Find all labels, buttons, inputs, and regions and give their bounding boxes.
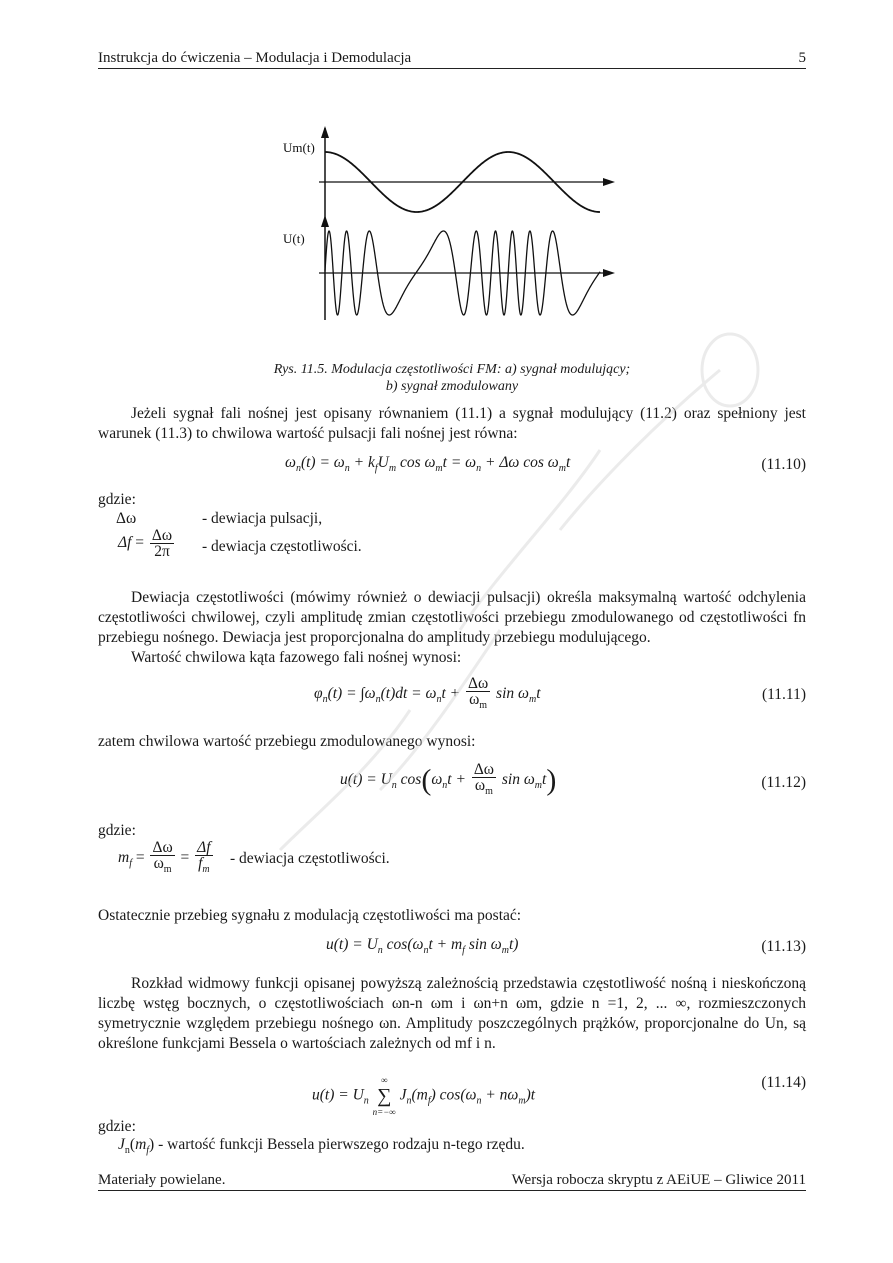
where-label-2: gdzie: — [98, 822, 136, 839]
um-y-arrow — [321, 126, 329, 138]
u-label: U(t) — [283, 231, 305, 246]
equation-11-14 — [98, 1060, 806, 1117]
def-delta-f-text: - dewiacja częstotliwości. — [202, 538, 362, 555]
figure-caption-line2: b) sygnał zmodulowany — [385, 379, 519, 394]
def-delta-omega-text: - dewiacja pulsacji, — [202, 510, 323, 527]
equation-11-13-body: $u(t) = U_n$ $\cos(\omega_nt + m_f$ $\sin \omega_mt$) — [326, 936, 519, 957]
u-y-arrow — [321, 215, 329, 227]
def-delta-omega-symbol: Δω — [116, 510, 137, 527]
page-header — [98, 50, 806, 69]
equation-11-10-body: $\omega_n(t) = \omega_n + k_fU_m$ $\cos \omega_mt = \omega_n + \Delta\omega$ $\cos \omega_mt$ — [285, 454, 571, 475]
page-number: 5 — [798, 50, 806, 66]
modulated-signal-plot — [283, 215, 615, 320]
header-title: Instrukcja do ćwiczenia – Modulacja i Demodulacja — [98, 50, 412, 66]
equation-11-12-body: $u(t) = U_n$ $\cos(\omega_nt$ + $\frac{\Delta\omega}{\omega_m}$ $\sin \omega_mt$) — [340, 761, 557, 798]
figure-caption-line1: Rys. 11.5. Modulacja częstotliwości FM: a) sygnał modulujący; — [273, 362, 631, 377]
equation-11-10-number: (11.10) — [761, 456, 806, 473]
def-bessel-text: - wartość funkcji Bessela pierwszego rodzaju n-tego rzędu. — [158, 1136, 525, 1153]
paragraph-4: zatem chwilowa wartość przebiegu zmodulowanego wynosi: — [98, 733, 476, 750]
where-label-3: gdzie: — [98, 1118, 136, 1135]
def-mf-formula: $m_f$ = $\frac{\Delta\omega}{\omega_m}$ = $\frac{\Delta f}{f_m}$ — [118, 839, 211, 876]
equation-11-11-body: $\varphi_n(t) = \int\omega_n(t)dt = \omega_nt$ + $\frac{\Delta\omega}{\omega_m}$ $\sin \omega_mt$ — [314, 675, 541, 712]
paragraph-2: Dewiacja częstotliwości (mówimy również o dewiacji pulsacji) określa maksymalną wartość odchylenia częstotliwości chwilowej, czyli amplitudę zmian częstotliwości przebiegu zmodulowanego od częstotliwości fn przebiegu nośnego. Dewiacja jest proporcjonalna do amplitudy przebiegu modulującego. — [98, 589, 806, 646]
footer-right: Wersja robocza skryptu z AEiUE – Gliwice 2011 — [511, 1172, 806, 1188]
u-x-arrow — [603, 269, 615, 277]
equation-11-13-number: (11.13) — [761, 938, 806, 955]
fm-signal-figure — [275, 120, 625, 325]
equation-11-14-number: (11.14) — [761, 1074, 806, 1091]
equation-11-11-number: (11.11) — [761, 686, 806, 703]
paragraph-1: Jeżeli sygnał fali nośnej jest opisany równaniem (11.1) a sygnał modulujący (11.2) oraz spełniony jest warunek (11.3) to chwilowa wartość pulsacji fali nośnej jest równa: — [98, 405, 806, 442]
equation-11-10 — [98, 452, 806, 482]
equation-11-11 — [98, 672, 806, 716]
page-footer — [98, 1172, 806, 1191]
equation-11-13 — [98, 934, 806, 964]
modulating-signal-plot — [283, 126, 615, 215]
def-mf-text: - dewiacja częstotliwości. — [230, 850, 390, 867]
um-x-arrow — [603, 178, 615, 186]
equation-11-14-body: $u(t) = U_n$ ∞ ∑ n=−∞ $J_n(m_f) \cos(\omega_n + n\omega_m)t$ — [312, 1075, 536, 1117]
def-delta-f-formula: Δf = $\frac{\Delta\omega}{2\pi}$ — [118, 527, 173, 560]
def-bessel: $J_n(m_f)$ - wartość funkcji Bessela pierwszego rodzaju n-tego rzędu. — [118, 1136, 525, 1157]
equation-11-12-number: (11.12) — [761, 774, 806, 791]
paragraph-6: Rozkład widmowy funkcji opisanej powyższą zależnością przedstawia częstotliwość nośną i nieskończoną liczbę wstęg bocznych, o częstotliwościach ωn-n ωm i ωn+n ωm, gdzie n =1, 2, ... ∞, rozmieszczonych symetrycznie względem przebiegu nośnego ωn. Amplitudy poszczególnych prążków, proporcjonalne do Un, są określone funkcjami Bessela o wartościach zależnych od mf i n. — [98, 975, 806, 1052]
where-label-1: gdzie: — [98, 491, 136, 508]
equation-11-12 — [98, 758, 806, 804]
um-label: Um(t) — [283, 140, 315, 155]
footer-left: Materiały powielane. — [98, 1172, 226, 1188]
paragraph-3: Wartość chwilowa kąta fazowego fali nośnej wynosi: — [131, 649, 462, 666]
paragraph-5: Ostatecznie przebieg sygnału z modulacją częstotliwości ma postać: — [98, 907, 522, 924]
